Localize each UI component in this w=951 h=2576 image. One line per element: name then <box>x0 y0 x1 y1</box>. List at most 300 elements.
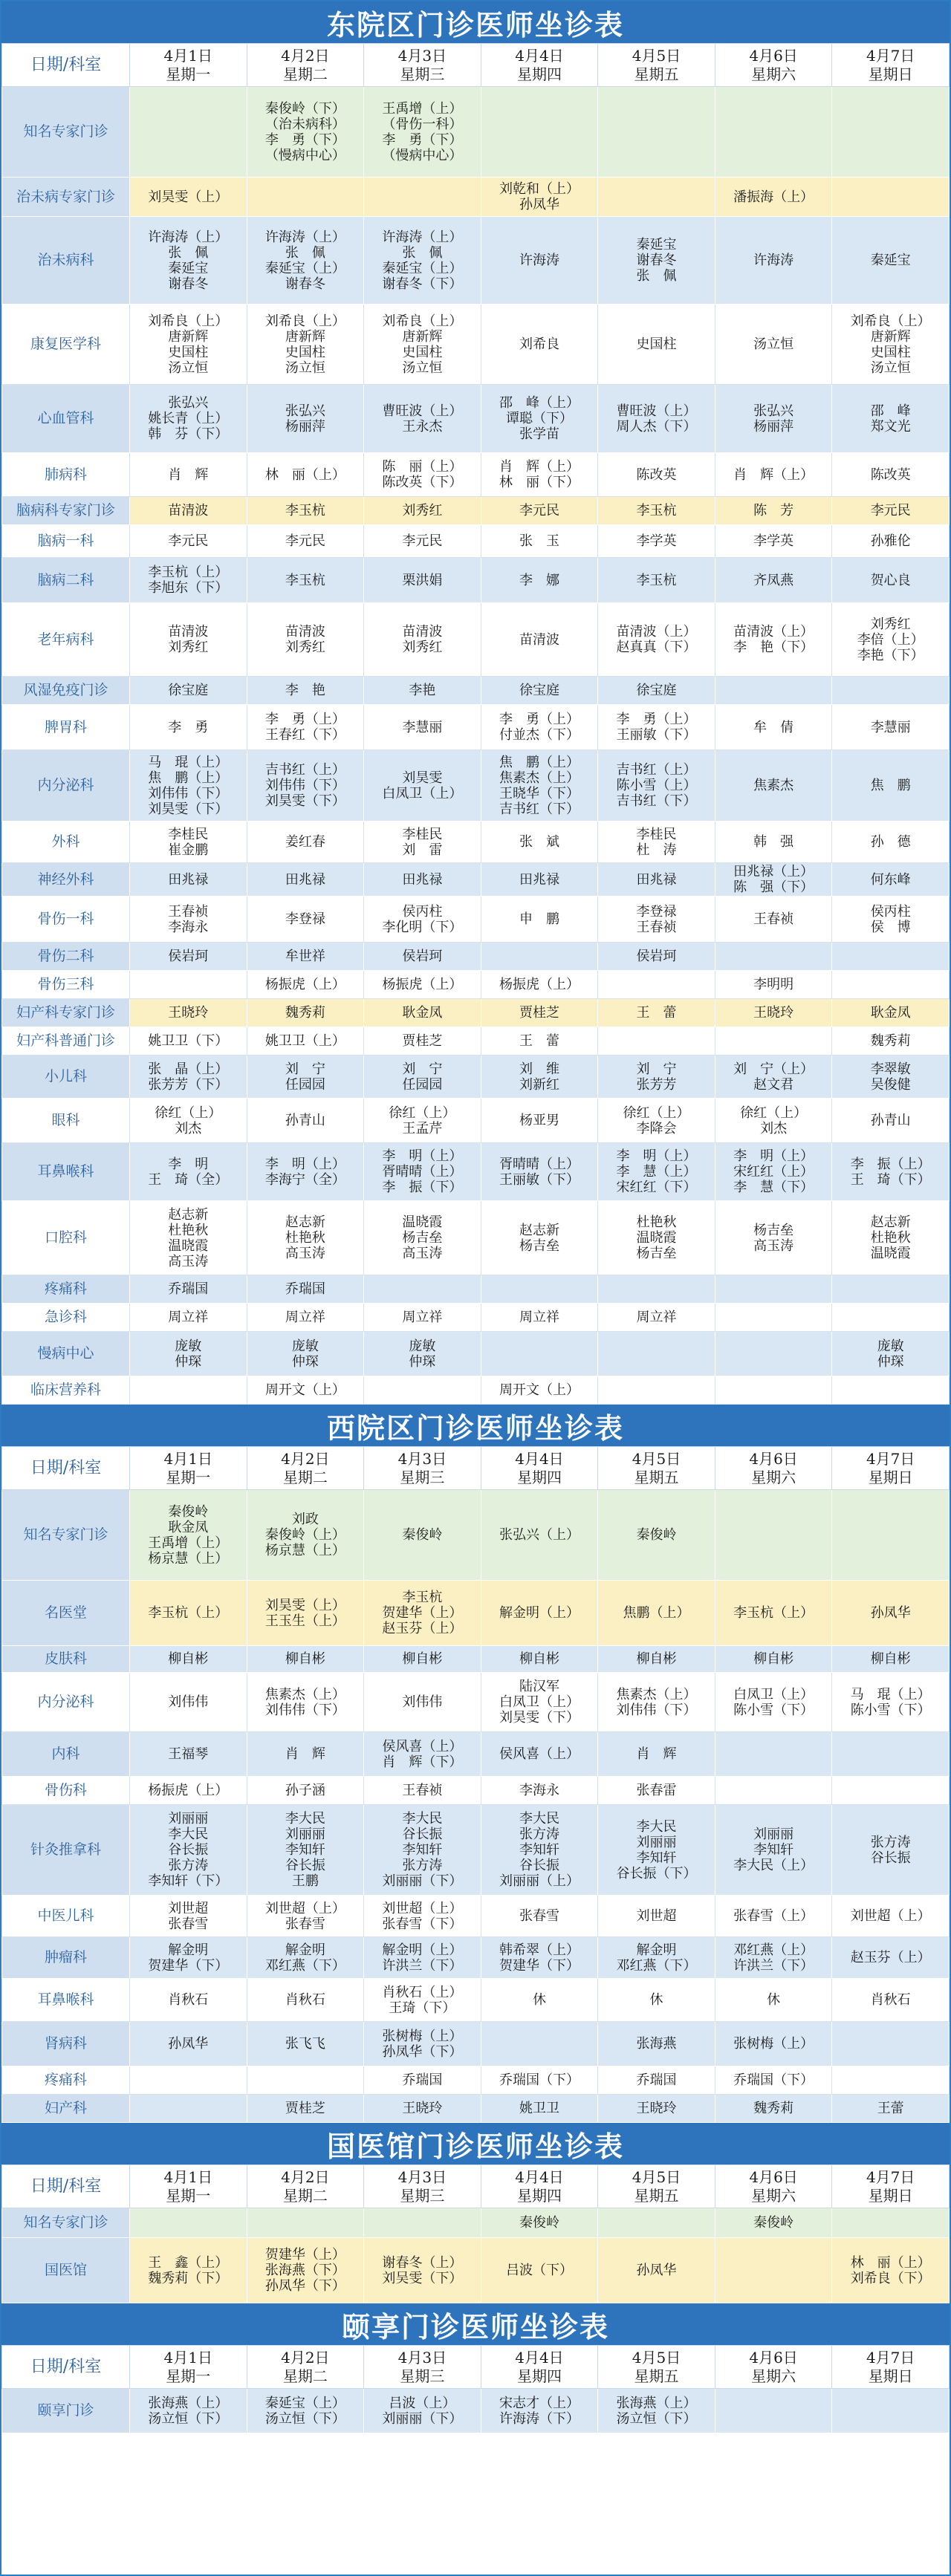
department-name: 皮肤科 <box>2 1646 130 1673</box>
department-name: 肿瘤科 <box>2 1937 130 1979</box>
date-label: 4月2日 <box>281 1449 330 1468</box>
doctor-cell: 周立祥 <box>598 1304 715 1332</box>
doctor-cell: 肖 辉 <box>247 1732 364 1777</box>
doctor-cell: 王晓玲 <box>715 999 832 1027</box>
weekday-label: 星期日 <box>868 1468 913 1486</box>
doctor-cell <box>715 1732 832 1777</box>
doctor-cell: 赵志新 杜艳秋 温晓霞 <box>832 1201 950 1275</box>
department-name: 老年病科 <box>2 603 130 677</box>
doctor-cell: 张春雪 <box>481 1896 598 1937</box>
doctor-cell: 李 明 王 琦（全） <box>130 1143 247 1201</box>
doctor-cell: 杨振虎（上） <box>130 1777 247 1805</box>
doctor-cell: 田兆禄 <box>364 863 481 897</box>
date-header-cell <box>247 1447 364 1490</box>
doctor-cell: 王晓玲 <box>364 2095 481 2123</box>
department-row <box>2 385 950 453</box>
date-label: 4月3日 <box>397 46 447 65</box>
date-label: 4月6日 <box>749 1449 798 1468</box>
doctor-cell <box>832 1304 950 1332</box>
department-row <box>2 1490 950 1581</box>
doctor-cell: 刘世超（上） <box>832 1896 950 1937</box>
doctor-cell: 田兆禄 <box>247 863 364 897</box>
department-row <box>2 1805 950 1896</box>
weekday-label: 星期三 <box>400 1468 445 1486</box>
doctor-cell: 张树梅（上） <box>715 2022 832 2066</box>
doctor-cell <box>832 1732 950 1777</box>
department-row <box>2 1201 950 1275</box>
doctor-cell: 李翠敏 吴俊健 <box>832 1056 950 1099</box>
date-header-cell <box>481 2346 598 2389</box>
doctor-cell: 肖 辉（上） <box>715 453 832 497</box>
department-row <box>2 1376 950 1405</box>
doctor-cell: 魏秀莉 <box>832 1027 950 1056</box>
doctor-cell <box>715 87 832 178</box>
doctor-cell: 邵 峰 郑文光 <box>832 385 950 453</box>
doctor-cell: 李玉杭 <box>598 558 715 603</box>
department-name: 耳鼻喉科 <box>2 1143 130 1201</box>
doctor-cell: 王春祯 <box>715 897 832 943</box>
doctor-cell: 解金明（上） 许洪兰（下） <box>364 1937 481 1979</box>
doctor-cell: 李慧丽 <box>364 705 481 750</box>
doctor-cell: 赵志新 杜艳秋 温晓霞 高玉涛 <box>130 1201 247 1275</box>
weekday-label: 星期日 <box>868 2367 913 2385</box>
doctor-cell: 陈 芳 <box>715 497 832 525</box>
doctor-cell: 陈改英 <box>598 453 715 497</box>
doctor-cell: 牟世祥 <box>247 943 364 971</box>
doctor-cell: 乔瑞国（下） <box>715 2066 832 2095</box>
doctor-cell: 孙凤华 <box>832 1581 950 1646</box>
department-row <box>2 1099 950 1143</box>
doctor-cell: 李大民 张方涛 李知轩 谷长振 刘丽丽（上） <box>481 1805 598 1896</box>
department-row <box>2 305 950 385</box>
doctor-cell <box>130 1376 247 1405</box>
doctor-cell: 许海涛（上） 张 佩 秦延宝（上） 谢春冬（下） <box>364 217 481 305</box>
doctor-cell: 贾桂芝 <box>481 999 598 1027</box>
doctor-cell: 张飞飞 <box>247 2022 364 2066</box>
department-row <box>2 1777 950 1805</box>
doctor-cell: 庞敏 仲琛 <box>247 1332 364 1376</box>
department-row <box>2 1143 950 1201</box>
header-label: 日期/科室 <box>2 2346 130 2389</box>
doctor-cell <box>481 1275 598 1304</box>
department-row <box>2 2095 950 2123</box>
department-name: 骨伤科 <box>2 1777 130 1805</box>
date-label: 4月6日 <box>749 2348 798 2367</box>
doctor-cell: 秦俊岭 <box>364 1490 481 1581</box>
department-name: 康复医学科 <box>2 305 130 385</box>
department-row <box>2 1732 950 1777</box>
doctor-cell: 刘秀红 李倍（上） 李艳（下） <box>832 603 950 677</box>
department-name: 内分泌科 <box>2 1673 130 1732</box>
doctor-cell: 陈 丽（上） 陈改英（下） <box>364 453 481 497</box>
doctor-cell: 李 明（上） 李海宁（全） <box>247 1143 364 1201</box>
doctor-cell: 李元民 <box>364 525 481 558</box>
doctor-cell: 刘秀红 <box>364 497 481 525</box>
department-name: 急诊科 <box>2 1304 130 1332</box>
doctor-cell: 赵志新 杨吉垒 <box>481 1201 598 1275</box>
doctor-cell <box>832 677 950 705</box>
doctor-cell <box>247 178 364 217</box>
weekday-label: 星期四 <box>516 1468 562 1486</box>
doctor-cell <box>364 178 481 217</box>
doctor-cell: 李 勇 <box>130 705 247 750</box>
doctor-cell: 谢春冬（上） 刘吴雯（下） <box>364 2238 481 2303</box>
doctor-cell: 耿金凤 <box>832 999 950 1027</box>
doctor-cell: 林 丽（上） <box>247 453 364 497</box>
doctor-cell: 史国柱 <box>598 305 715 385</box>
doctor-cell: 李玉杭（上） 李旭东（下） <box>130 558 247 603</box>
department-name: 颐享门诊 <box>2 2389 130 2433</box>
doctor-cell: 贺建华（上） 张海燕（下） 孙凤华（下） <box>247 2238 364 2303</box>
doctor-cell: 李玉杭 贺建华（上） 赵玉芬（上） <box>364 1581 481 1646</box>
doctor-cell: 秦俊岭 耿金凤 王禹增（上） 杨京慧（上） <box>130 1490 247 1581</box>
date-label: 4月2日 <box>281 2348 330 2367</box>
doctor-cell: 田兆禄 <box>130 863 247 897</box>
doctor-cell: 苗清波 <box>130 497 247 525</box>
weekday-label: 星期四 <box>516 65 562 83</box>
date-label: 4月4日 <box>515 46 564 65</box>
doctor-cell <box>481 1332 598 1376</box>
doctor-cell <box>832 1777 950 1805</box>
doctor-cell: 张春雪（上） <box>715 1896 832 1937</box>
doctor-cell: 肖秋石 <box>247 1979 364 2022</box>
doctor-cell: 贾桂芝 <box>364 1027 481 1056</box>
department-row <box>2 971 950 999</box>
weekday-label: 星期一 <box>166 2186 211 2205</box>
doctor-cell: 李 振（上） 王 琦（下） <box>832 1143 950 1201</box>
department-name: 治未病科 <box>2 217 130 305</box>
doctor-cell <box>715 1027 832 1056</box>
doctor-cell: 李登禄 <box>247 897 364 943</box>
doctor-cell: 秦俊岭 <box>715 2208 832 2238</box>
date-label: 4月7日 <box>866 46 915 65</box>
weekday-label: 星期一 <box>166 1468 211 1486</box>
department-name: 骨伤三科 <box>2 971 130 999</box>
doctor-cell: 李登禄 王春祯 <box>598 897 715 943</box>
department-row <box>2 2389 950 2433</box>
doctor-cell: 侯风喜（上） 肖 辉（下） <box>364 1732 481 1777</box>
department-name: 疼痛科 <box>2 2066 130 2095</box>
doctor-cell: 陈改英 <box>832 453 950 497</box>
date-header-cell <box>598 44 715 87</box>
department-name: 脾胃科 <box>2 705 130 750</box>
department-row <box>2 525 950 558</box>
date-label: 4月4日 <box>515 2348 564 2367</box>
doctor-cell: 贺心良 <box>832 558 950 603</box>
department-row <box>2 1332 950 1376</box>
doctor-cell: 乔瑞国（下） <box>481 2066 598 2095</box>
header-label: 日期/科室 <box>2 44 130 87</box>
department-row <box>2 603 950 677</box>
doctor-cell: 姚卫卫（下） <box>130 1027 247 1056</box>
weekday-label: 星期六 <box>751 2186 796 2205</box>
doctor-cell: 汤立恒 <box>715 305 832 385</box>
doctor-cell: 张 玉 <box>481 525 598 558</box>
date-header-cell <box>247 2346 364 2389</box>
doctor-cell: 秦俊岭 <box>481 2208 598 2238</box>
doctor-cell: 肖 辉（上） 林 丽（下） <box>481 453 598 497</box>
doctor-cell: 王 蕾 <box>481 1027 598 1056</box>
doctor-cell: 张海燕（上） 汤立恒（下） <box>130 2389 247 2433</box>
doctor-cell: 孙凤华 <box>130 2022 247 2066</box>
weekday-label: 星期六 <box>751 2367 796 2385</box>
weekday-label: 星期二 <box>282 1468 328 1486</box>
doctor-cell: 刘希良（上） 唐新辉 史国柱 汤立恒 <box>130 305 247 385</box>
doctor-cell: 杨吉垒 高玉涛 <box>715 1201 832 1275</box>
doctor-cell: 李 勇（上） 付並杰（下） <box>481 705 598 750</box>
department-name: 心血管科 <box>2 385 130 453</box>
weekday-label: 星期二 <box>282 2367 328 2385</box>
doctor-cell <box>598 1027 715 1056</box>
doctor-cell: 刘伟伟 <box>364 1673 481 1732</box>
doctor-cell: 刘 宁 张芳芳 <box>598 1056 715 1099</box>
date-label: 4月1日 <box>163 46 212 65</box>
doctor-cell: 乔瑞国 <box>247 1275 364 1304</box>
date-header-cell <box>715 1447 832 1490</box>
weekday-label: 星期三 <box>400 65 445 83</box>
doctor-cell <box>715 943 832 971</box>
doctor-cell: 张树梅（上） 孙凤华（下） <box>364 2022 481 2066</box>
doctor-cell: 秦延宝 谢春冬 张 佩 <box>598 217 715 305</box>
doctor-cell: 王福琴 <box>130 1732 247 1777</box>
date-header-cell <box>715 2346 832 2389</box>
weekday-label: 星期一 <box>166 2367 211 2385</box>
doctor-cell: 姜红春 <box>247 822 364 863</box>
doctor-cell: 李学英 <box>598 525 715 558</box>
doctor-cell: 徐红（上） 李降会 <box>598 1099 715 1143</box>
doctor-cell: 刘政 秦俊岭（上） 杨京慧（上） <box>247 1490 364 1581</box>
doctor-cell <box>715 677 832 705</box>
doctor-cell: 刘 维 刘新红 <box>481 1056 598 1099</box>
doctor-cell: 李 勇（上） 王春红（下） <box>247 705 364 750</box>
doctor-cell: 李玉杭（上） <box>130 1581 247 1646</box>
doctor-cell: 乔瑞国 <box>130 1275 247 1304</box>
doctor-cell: 李大民 刘丽丽 李知轩 谷长振 王鹏 <box>247 1805 364 1896</box>
date-label: 4月1日 <box>163 1449 212 1468</box>
doctor-cell: 韩希翠（上） 贺建华（下） <box>481 1937 598 1979</box>
doctor-cell: 李桂民 崔金鹏 <box>130 822 247 863</box>
doctor-cell <box>715 1376 832 1405</box>
doctor-cell: 刘世超（上） 张春雪 <box>247 1896 364 1937</box>
date-header-cell <box>130 2346 247 2389</box>
date-header-cell <box>832 44 950 87</box>
doctor-cell: 李玉杭 <box>598 497 715 525</box>
department-row <box>2 178 950 217</box>
date-label: 4月7日 <box>866 2348 915 2367</box>
doctor-cell: 许海涛（上） 张 佩 秦延宝（上） 谢春冬 <box>247 217 364 305</box>
department-name: 名医堂 <box>2 1581 130 1646</box>
department-row <box>2 217 950 305</box>
doctor-cell <box>832 178 950 217</box>
doctor-cell: 秦延宝 <box>832 217 950 305</box>
date-header-cell <box>130 2165 247 2208</box>
department-row <box>2 1896 950 1937</box>
department-name: 国医馆 <box>2 2238 130 2303</box>
weekday-label: 星期日 <box>868 2186 913 2205</box>
department-name: 中医儿科 <box>2 1896 130 1937</box>
doctor-cell: 解金明 贺建华（下） <box>130 1937 247 1979</box>
schedule-table <box>1 43 950 1405</box>
doctor-cell: 徐红（上） 刘杰 <box>130 1099 247 1143</box>
doctor-cell: 李元民 <box>832 497 950 525</box>
doctor-cell: 解金明（上） <box>481 1581 598 1646</box>
doctor-cell: 李慧丽 <box>832 705 950 750</box>
doctor-cell <box>130 2066 247 2095</box>
doctor-cell: 刘希良（上） 唐新辉 史国柱 汤立恒 <box>832 305 950 385</box>
doctor-cell: 魏秀莉 <box>715 2095 832 2123</box>
doctor-cell <box>130 2208 247 2238</box>
date-header-cell <box>247 2165 364 2208</box>
doctor-cell: 侯岩珂 <box>130 943 247 971</box>
schedule-table <box>1 2345 950 2433</box>
doctor-cell: 李桂民 刘 雷 <box>364 822 481 863</box>
doctor-cell: 李元民 <box>481 497 598 525</box>
doctor-cell: 李 明（上） 宋红红（上） 李 慧（下） <box>715 1143 832 1201</box>
doctor-cell <box>715 1304 832 1332</box>
date-label: 4月7日 <box>866 2167 915 2186</box>
department-row <box>2 1056 950 1099</box>
doctor-cell: 柳自彬 <box>247 1646 364 1673</box>
doctor-cell: 苗清波 <box>481 603 598 677</box>
doctor-cell: 牟 倩 <box>715 705 832 750</box>
department-row <box>2 497 950 525</box>
doctor-cell: 田兆禄 <box>481 863 598 897</box>
doctor-cell: 刘世超（上） 张春雪（下） <box>364 1896 481 1937</box>
doctor-cell: 张方涛 谷长振 <box>832 1805 950 1896</box>
doctor-cell <box>598 1376 715 1405</box>
weekday-label: 星期五 <box>634 2367 679 2385</box>
doctor-cell: 吉书红（上） 刘伟伟（下） 刘昊雯（下） <box>247 750 364 822</box>
doctor-cell: 肖 辉 <box>130 453 247 497</box>
department-row <box>2 1646 950 1673</box>
doctor-cell: 李大民 刘丽丽 李知轩 谷长振（下） <box>598 1805 715 1896</box>
doctor-cell: 林 丽（上） 刘希良（下） <box>832 2238 950 2303</box>
doctor-cell: 刘世超 张春雪 <box>130 1896 247 1937</box>
doctor-cell: 张弘兴 杨丽萍 <box>247 385 364 453</box>
doctor-cell: 李学英 <box>715 525 832 558</box>
doctor-cell: 韩 强 <box>715 822 832 863</box>
doctor-cell: 曹旺波（上） 周人杰（下） <box>598 385 715 453</box>
date-label: 4月4日 <box>515 1449 564 1468</box>
doctor-cell: 庞敏 仲琛 <box>832 1332 950 1376</box>
doctor-cell: 李玉杭 <box>247 558 364 603</box>
department-row <box>2 999 950 1027</box>
doctor-cell: 王 蕾 <box>598 999 715 1027</box>
doctor-cell: 田兆禄（上） 陈 强（下） <box>715 863 832 897</box>
doctor-cell: 焦素杰（上） 刘伟伟（下） <box>247 1673 364 1732</box>
department-name: 知名专家门诊 <box>2 2208 130 2238</box>
doctor-cell: 李玉杭（上） <box>715 1581 832 1646</box>
doctor-cell: 肖秋石 <box>832 1979 950 2022</box>
doctor-cell: 侯岩珂 <box>598 943 715 971</box>
doctor-cell: 孙 德 <box>832 822 950 863</box>
doctor-cell: 周立祥 <box>364 1304 481 1332</box>
date-label: 4月6日 <box>749 46 798 65</box>
date-label: 4月5日 <box>632 1449 681 1468</box>
doctor-cell: 徐红（上） 王孟芹 <box>364 1099 481 1143</box>
doctor-cell: 王春祯 李海永 <box>130 897 247 943</box>
doctor-cell <box>832 2389 950 2433</box>
date-header-cell <box>364 2346 481 2389</box>
date-header-cell <box>130 1447 247 1490</box>
doctor-cell: 焦素杰（上） 刘伟伟（下） <box>598 1673 715 1732</box>
doctor-cell: 刘 宁 任园园 <box>247 1056 364 1099</box>
doctor-cell: 孙青山 <box>247 1099 364 1143</box>
date-label: 4月2日 <box>281 2167 330 2186</box>
doctor-cell: 焦素杰 <box>715 750 832 822</box>
doctor-cell: 徐宝庭 <box>481 677 598 705</box>
doctor-cell: 张春雷 <box>598 1777 715 1805</box>
department-row <box>2 822 950 863</box>
doctor-cell: 王禹增（上） （骨伤一科） 李 勇（下） （慢病中心） <box>364 87 481 178</box>
doctor-cell: 刘希良（上） 唐新辉 史国柱 汤立恒 <box>247 305 364 385</box>
doctor-cell: 刘乾和（上） 孙凤华 <box>481 178 598 217</box>
date-header-cell <box>481 2165 598 2208</box>
doctor-cell: 刘丽丽 李知轩 李大民（上） <box>715 1805 832 1896</box>
schedule-section <box>1 1405 950 2123</box>
doctor-cell: 孙雅伦 <box>832 525 950 558</box>
doctor-cell: 耿金凤 <box>364 999 481 1027</box>
doctor-cell: 柳自彬 <box>481 1646 598 1673</box>
doctor-cell: 李元民 <box>130 525 247 558</box>
doctor-cell: 杨振虎（上） <box>247 971 364 999</box>
doctor-cell: 庞敏 仲琛 <box>364 1332 481 1376</box>
header-label: 日期/科室 <box>2 2165 130 2208</box>
doctor-cell: 王 鑫（上） 魏秀莉（下） <box>130 2238 247 2303</box>
doctor-cell: 周开文（上） <box>481 1376 598 1405</box>
date-header-cell <box>130 44 247 87</box>
doctor-cell: 周立祥 <box>130 1304 247 1332</box>
department-row <box>2 2238 950 2303</box>
doctor-cell: 苗清波 刘秀红 <box>364 603 481 677</box>
doctor-cell <box>832 1376 950 1405</box>
date-header-cell <box>715 2165 832 2208</box>
doctor-cell: 田兆禄 <box>598 863 715 897</box>
doctor-cell: 栗洪娟 <box>364 558 481 603</box>
doctor-cell: 王晓玲 <box>130 999 247 1027</box>
doctor-cell: 休 <box>481 1979 598 2022</box>
doctor-cell: 解金明 邓红燕（下） <box>247 1937 364 1979</box>
doctor-cell: 李 勇（上） 王丽敏（下） <box>598 705 715 750</box>
department-name: 外科 <box>2 822 130 863</box>
section-title: 国医馆门诊医师坐诊表 <box>1 2123 950 2164</box>
department-name: 妇产科专家门诊 <box>2 999 130 1027</box>
doctor-cell: 侯丙柱 侯 博 <box>832 897 950 943</box>
date-header-cell <box>832 1447 950 1490</box>
department-row <box>2 1027 950 1056</box>
weekday-label: 星期六 <box>751 65 796 83</box>
doctor-cell <box>832 87 950 178</box>
section-title: 东院区门诊医师坐诊表 <box>1 1 950 43</box>
doctor-cell <box>715 1332 832 1376</box>
doctor-cell: 刘昊雯（上） <box>130 178 247 217</box>
doctor-cell: 李艳 <box>364 677 481 705</box>
doctor-cell <box>598 1332 715 1376</box>
department-row <box>2 2208 950 2238</box>
department-name: 知名专家门诊 <box>2 1490 130 1581</box>
doctor-cell: 申 鹏 <box>481 897 598 943</box>
department-row <box>2 863 950 897</box>
date-label: 4月4日 <box>515 2167 564 2186</box>
date-header-cell <box>598 2165 715 2208</box>
weekday-label: 星期二 <box>282 2186 328 2205</box>
doctor-cell: 张弘兴（上） <box>481 1490 598 1581</box>
doctor-cell: 张 晶（上） 张芳芳（下） <box>130 1056 247 1099</box>
doctor-cell <box>715 2389 832 2433</box>
doctor-cell: 曹旺波（上） 王永杰 <box>364 385 481 453</box>
doctor-cell <box>598 1275 715 1304</box>
doctor-cell: 许海涛 <box>715 217 832 305</box>
